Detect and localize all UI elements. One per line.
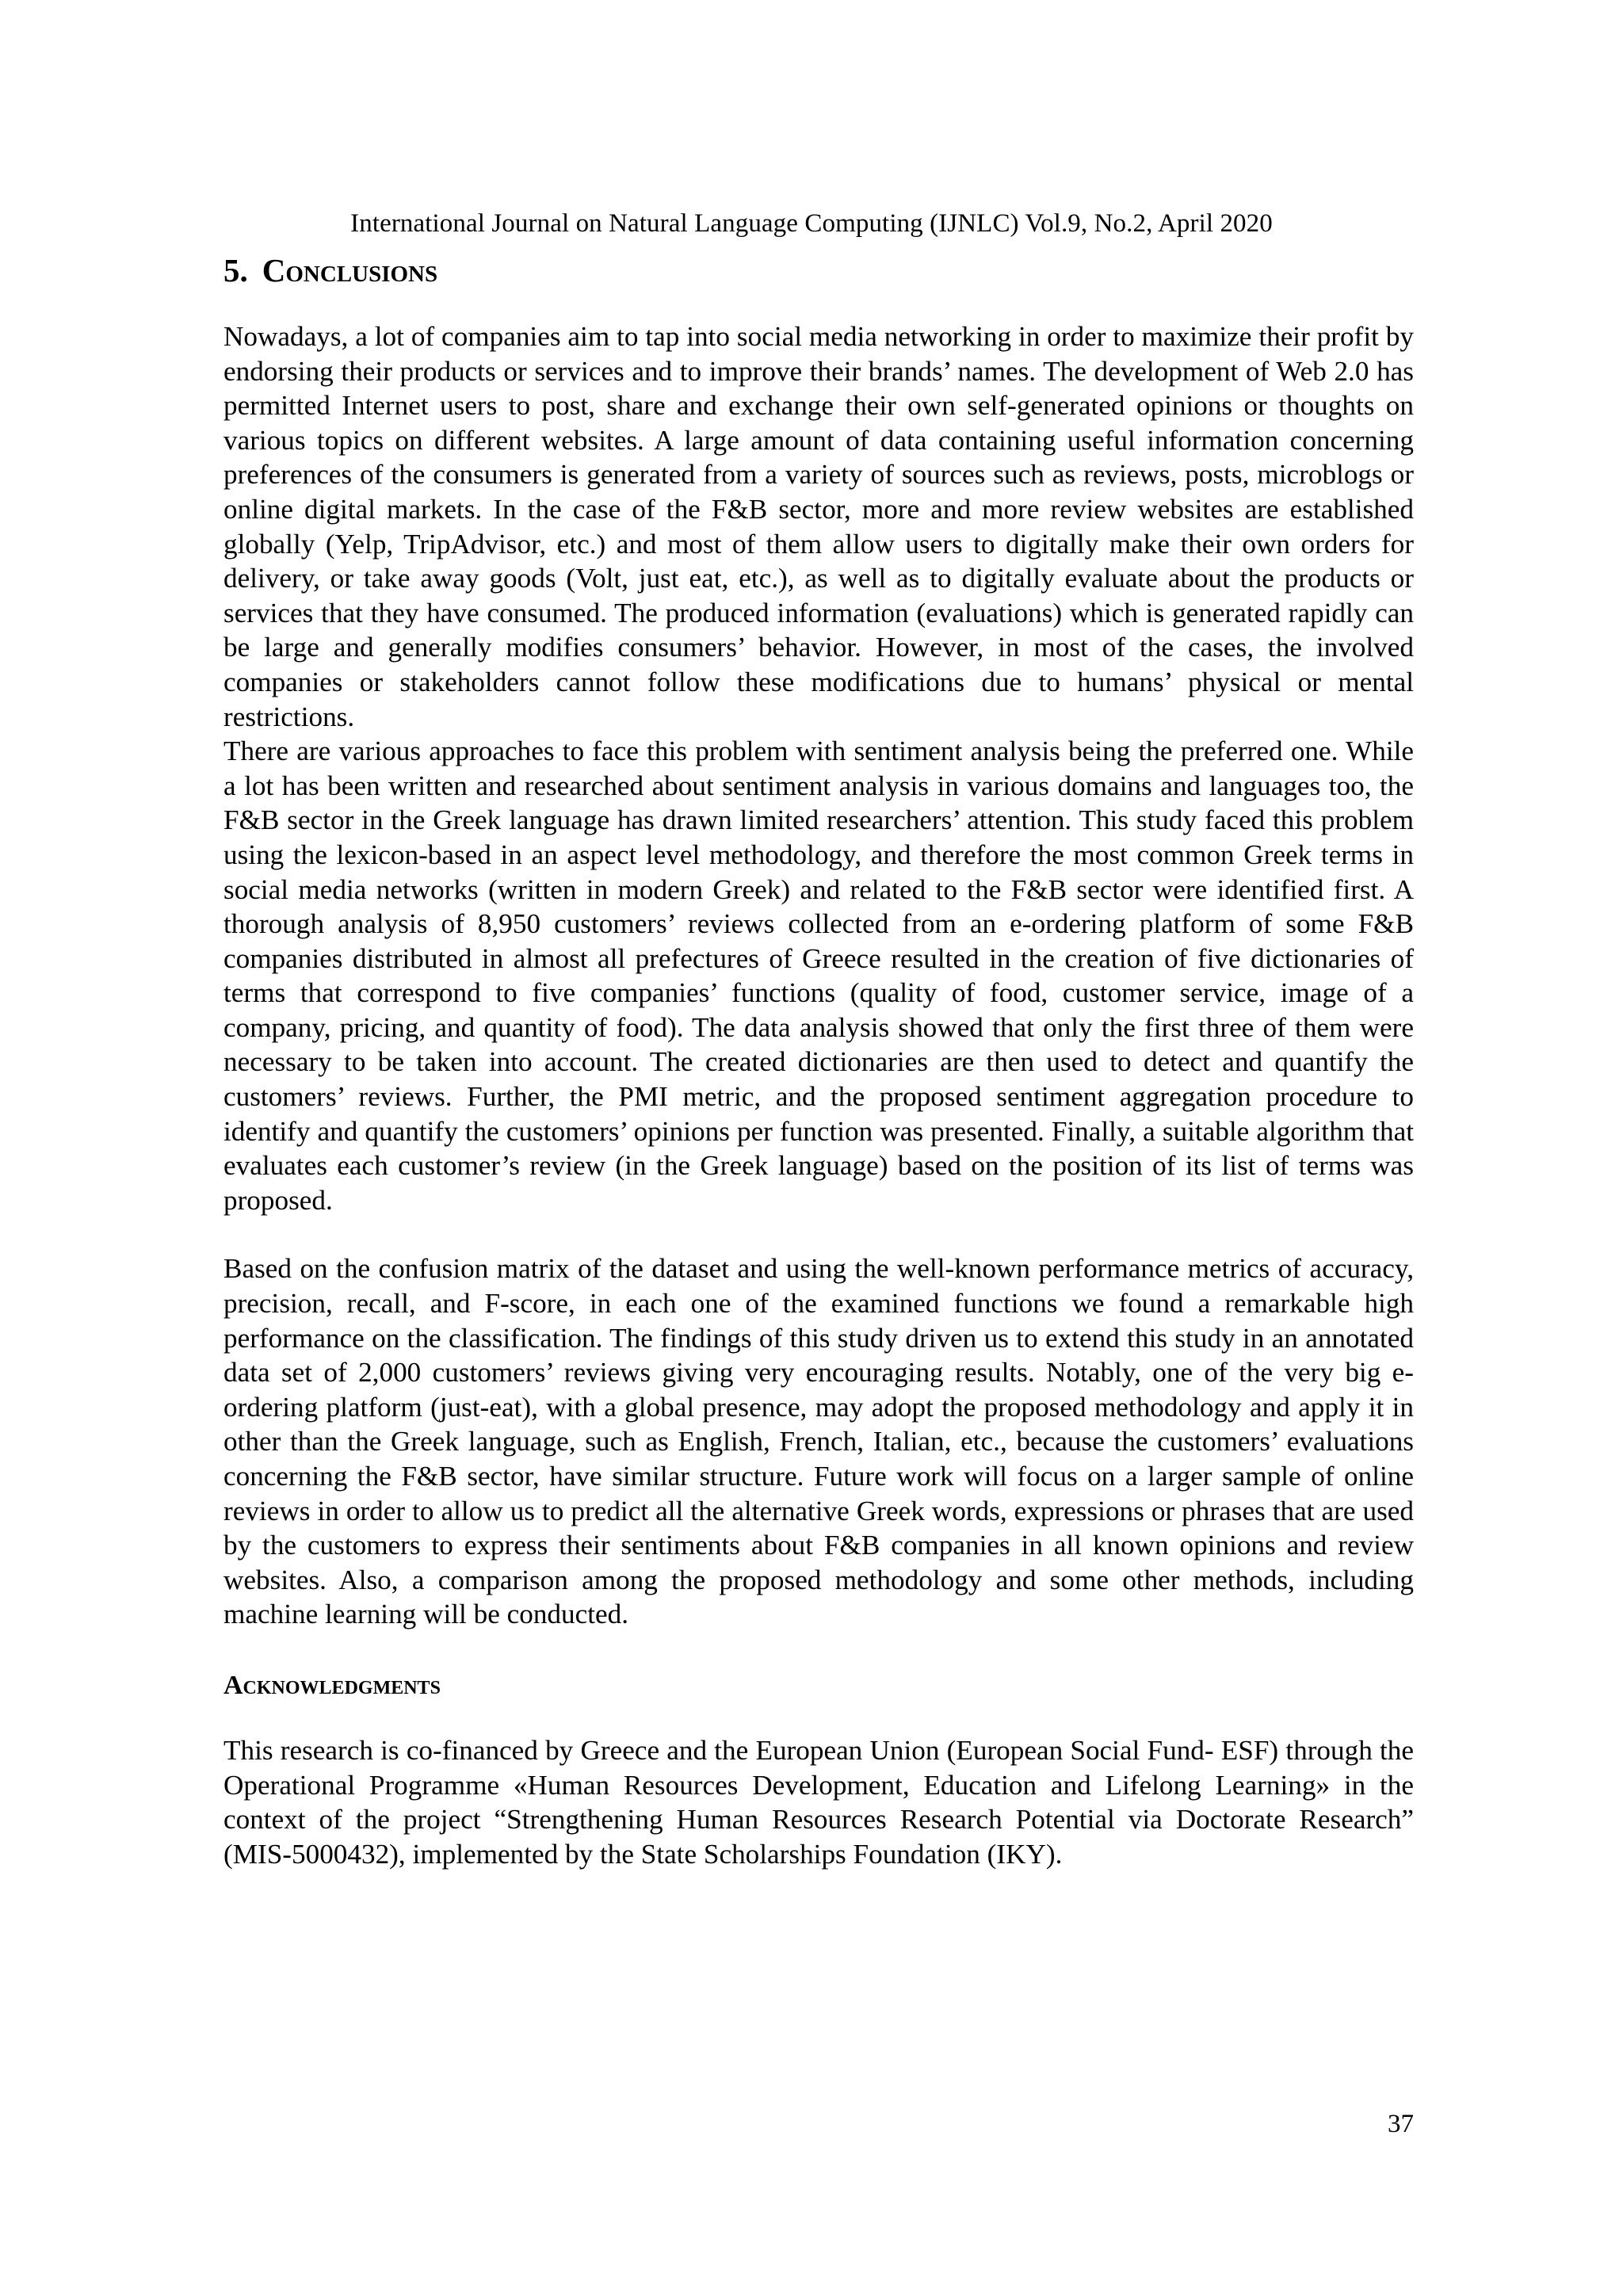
conclusions-paragraph-3: Based on the confusion matrix of the dataset and using the well-known performance metrics of accuracy, precision, recall, and F-score, in each one of the examined functions we found a remarkable high performance on the classification. The findings of this study driven us to extend this study in an annotated data set of 2,000 customers’ reviews giving very encouraging results. Notably, one of the very big e-ordering platform (just-eat), with a global presence, may adopt the proposed methodology and apply it in other than the Greek language, such as English, French, Italian, etc., because the customers’ evaluations concerning the F&B sector, have similar structure. Future work will focus on a larger sample of online reviews in order to allow us to predict all the alternative Greek words, expressions or phrases that are used by the customers to express their sentiments about F&B companies in all known opinions and review websites. Also, a comparison among the proposed methodology and some other methods, including machine learning will be conducted. bbox=[223, 1253, 1414, 1630]
acknowledgments-paragraph: This research is co-financed by Greece and the European Union (European Social Fund- ESF) through the Operational Programme «Human Resources Development, Education and Lifelong Learning» in the context of the project “Strengthening Human Resources Research Potential via Doctorate Research” (MIS-5000432), implemented by the State Scholarships Foundation (IKY). bbox=[223, 1734, 1414, 1870]
section-title: Conclusions bbox=[262, 252, 438, 288]
conclusions-paragraph-1: Nowadays, a lot of companies aim to tap into social media networking in order to maximize their profit by endorsing their products or services and to improve their brands’ names. The development of Web 2.0 has permitted Internet users to post, share and exchange their own self-generated opinions or thoughts on various topics on different websites. A large amount of data containing useful information concerning preferences of the consumers is generated from a variety of sources such as reviews, posts, microblogs or online digital markets. In the case of the F&B sector, more and more review websites are established globally (Yelp, TripAdvisor, etc.) and most of them allow users to digitally make their own orders for delivery, or take away goods (Volt, just eat, etc.), as well as to digitally evaluate about the products or services that they have consumed. The produced information (evaluations) which is generated rapidly can be large and generally modifies consumers’ behavior. However, in most of the cases, the involved companies or stakeholders cannot follow these modifications due to humans’ physical or mental restrictions. bbox=[223, 321, 1414, 732]
page-number: 37 bbox=[1388, 2110, 1414, 2138]
section-number: 5. bbox=[223, 252, 248, 288]
running-header: International Journal on Natural Language Computing (IJNLC) Vol.9, No.2, April 2020 bbox=[350, 209, 1273, 238]
page-content bbox=[223, 250, 1414, 1871]
conclusions-paragraph-2: There are various approaches to face this problem with sentiment analysis being the preferred one. While a lot has been written and researched about sentiment analysis in various domains and languages too, the F&B sector in the Greek language has drawn limited researchers’ attention. This study faced this problem using the lexicon-based in an aspect level methodology, and therefore the most common Greek terms in social media networks (written in modern Greek) and related to the F&B sector were identified first. A thorough analysis of 8,950 customers’ reviews collected from an e-ordering platform of some F&B companies distributed in almost all prefectures of Greece resulted in the creation of five dictionaries of terms that correspond to five companies’ functions (quality of food, customer service, image of a company, pricing, and quantity of food). The data analysis showed that only the first three of them were necessary to be taken into account. The created dictionaries are then used to detect and quantify the customers’ reviews. Further, the PMI metric, and the proposed sentiment aggregation procedure to identify and quantify the customers’ opinions per function was presented. Finally, a suitable algorithm that evaluates each customer’s review (in the Greek language) based on the position of its list of terms was proposed. bbox=[223, 735, 1414, 1216]
section-heading bbox=[223, 250, 1414, 291]
acknowledgments-heading: Acknowledgments bbox=[223, 1670, 441, 1700]
